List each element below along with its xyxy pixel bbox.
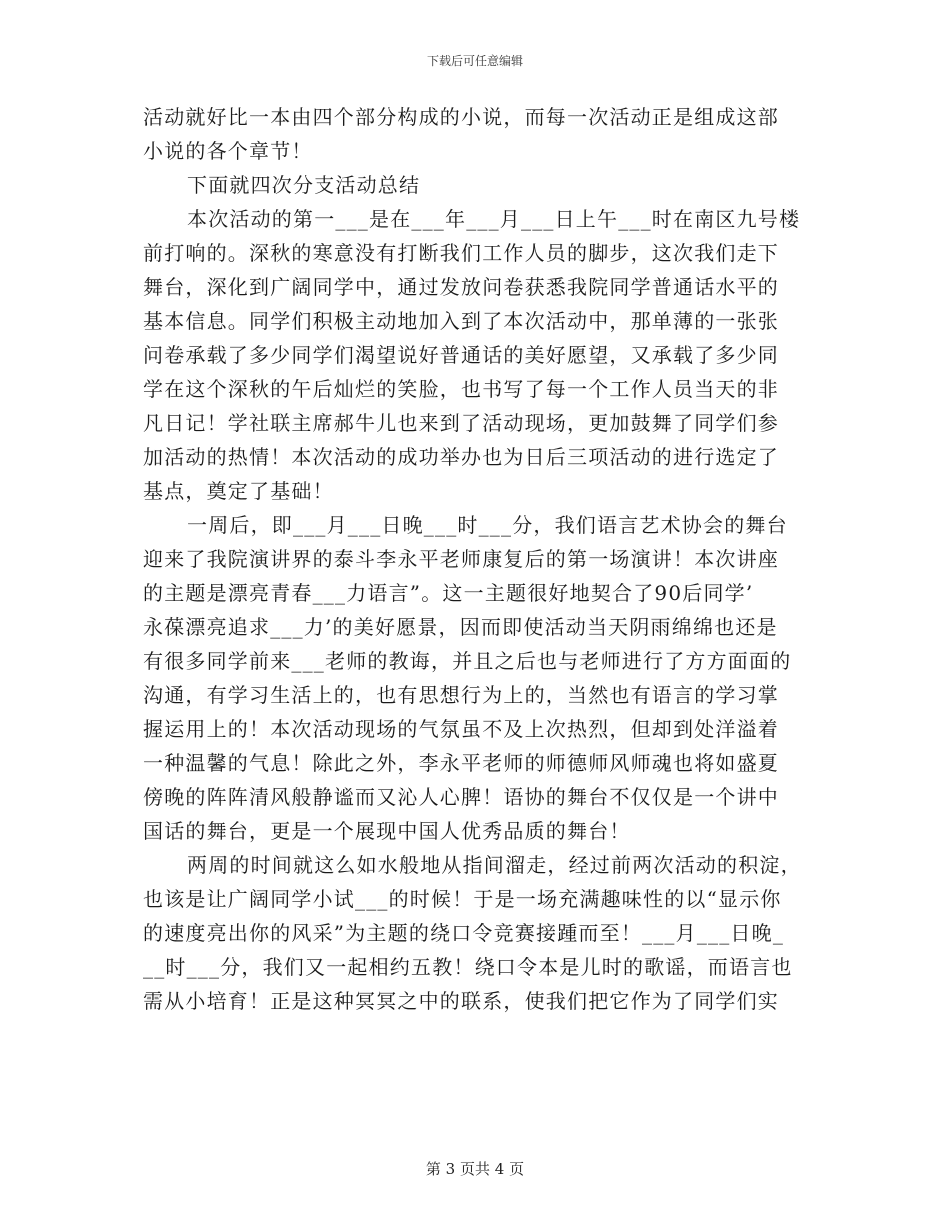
paragraph-line: 基本信息。同学们积极主动地加入到了本次活动中，那单薄的一张张 <box>143 309 779 333</box>
paragraph-line: 学在这个深秋的午后灿烂的笑脸，也书写了每一个工作人员当天的非 <box>143 377 779 401</box>
paragraph-line: 的主题是漂亮青春___力语言”。这一主题很好地契合了90后同学’ <box>143 581 754 605</box>
paragraph-line: 活动就好比一本由四个部分构成的小说，而每一次活动正是组成这部 <box>143 105 779 129</box>
paragraph-line: 有很多同学前来___老师的教诲，并且之后也与老师进行了方方面面的 <box>143 649 792 673</box>
paragraph-line: 小说的各个章节！ <box>143 139 313 163</box>
paragraph-line: 下面就四次分支活动总结 <box>187 173 421 197</box>
paragraph-line: 迎来了我院演讲界的泰斗李永平老师康复后的第一场演讲！本次讲座 <box>143 547 779 571</box>
paragraph-line: 一种温馨的气息！除此之外，李永平老师的师德师风师魂也将如盛夏 <box>143 751 779 775</box>
paragraph-line: 永葆漂亮追求___力’的美好愿景，因而即使活动当天阴雨绵绵也还是 <box>143 615 778 639</box>
paragraph-line: 国话的舞台，更是一个展现中国人优秀品质的舞台！ <box>143 819 631 843</box>
paragraph-line: 本次活动的第一___是在___年___月___日上午___时在南区九号楼 <box>187 207 801 231</box>
paragraph-line: 两周的时间就这么如水般地从指间溜走，经过前两次活动的积淀， <box>187 853 802 877</box>
paragraph-line: 需从小培育！正是这种冥冥之中的联系，使我们把它作为了同学们实 <box>143 989 779 1013</box>
paragraph-line: 舞台，深化到广阔同学中，通过发放问卷获悉我院同学普通话水平的 <box>143 275 779 299</box>
paragraph-line: 傍晚的阵阵清风般静谧而又沁人心脾！语协的舞台不仅仅是一个讲中 <box>143 785 779 809</box>
paragraph <box>143 168 807 202</box>
paragraph <box>143 202 807 508</box>
paragraph-line: 的速度亮出你的风采”为主题的绕口令竞赛接踵而至！___月___日晚_ <box>143 921 785 945</box>
page-number-footer: 第 3 页共 4 页 <box>425 1160 525 1178</box>
paragraph-line: 也该是让广阔同学小试___的时候！于是一场充满趣味性的以“显示你 <box>143 887 782 911</box>
paragraph-line: 基点，奠定了基础！ <box>143 479 334 503</box>
paragraph-line: 握运用上的！本次活动现场的气氛虽不及上次热烈，但却到处洋溢着 <box>143 717 779 741</box>
paragraph-line: 一周后，即___月___日晚___时___分，我们语言艺术协会的舞台 <box>187 513 788 537</box>
paragraph-line: 前打响的。深秋的寒意没有打断我们工作人员的脚步，这次我们走下 <box>143 241 779 265</box>
paragraph <box>143 100 807 168</box>
paragraph-line: 加活动的热情！本次活动的成功举办也为日后三项活动的进行选定了 <box>143 445 779 469</box>
page-header-note: 下载后可任意编辑 <box>426 54 523 68</box>
paragraph-line: 沟通，有学习生活上的，也有思想行为上的，当然也有语言的学习掌 <box>143 683 779 707</box>
paragraph-line: 凡日记！学社联主席郝牛儿也来到了活动现场，更加鼓舞了同学们参 <box>143 411 779 435</box>
paragraph <box>143 848 807 1018</box>
document-body <box>143 100 807 1018</box>
paragraph-line: 问卷承载了多少同学们渴望说好普通话的美好愿望，又承载了多少同 <box>143 343 779 367</box>
paragraph <box>143 508 807 848</box>
paragraph-line: __时___分，我们又一起相约五教！绕口令本是儿时的歌谣，而语言也 <box>143 955 793 979</box>
